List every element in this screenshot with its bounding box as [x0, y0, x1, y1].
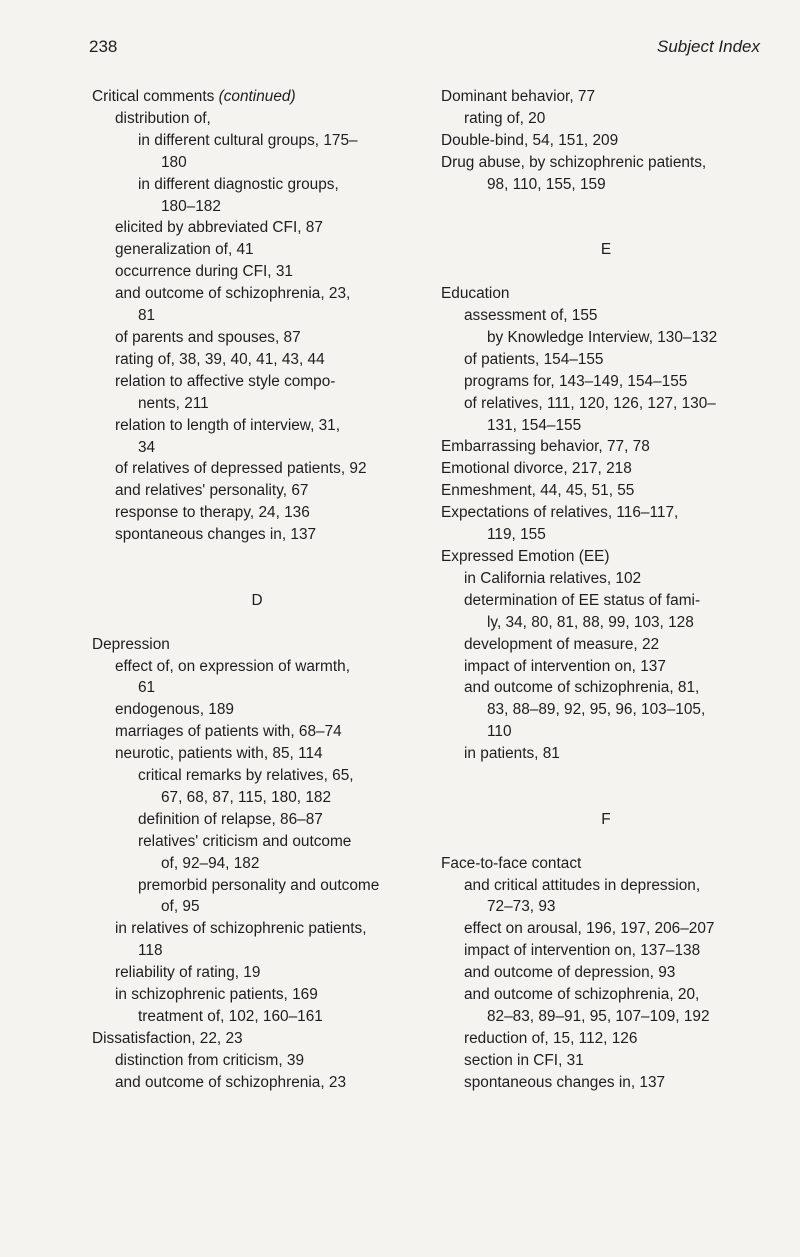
index-subentry — [441, 896, 771, 918]
index-subentry — [92, 1006, 422, 1028]
index-subentry — [92, 174, 422, 196]
index-subentry — [441, 1050, 771, 1072]
entry-text: of parents and spouses, 87 — [115, 328, 301, 346]
entry-text: distribution of, — [115, 109, 211, 127]
index-heading — [441, 458, 771, 480]
entry-text: development of measure, 22 — [464, 635, 660, 653]
index-subentry — [92, 896, 422, 918]
spacer — [92, 546, 422, 568]
index-subentry — [92, 677, 422, 699]
entry-text: Dissatisfaction, 22, 23 — [92, 1029, 243, 1047]
index-heading — [441, 86, 771, 108]
index-subentry — [441, 1072, 771, 1094]
index-subentry — [441, 875, 771, 897]
entry-text: and outcome of schizophrenia, 81, — [464, 679, 700, 697]
index-subentry — [441, 590, 771, 612]
index-heading — [92, 86, 422, 108]
index-subentry — [92, 962, 422, 984]
index-subentry — [92, 875, 422, 897]
entry-text: effect on arousal, 196, 197, 206–207 — [464, 920, 715, 938]
index-subentry — [92, 502, 422, 524]
entry-text: relation to length of interview, 31, — [115, 416, 341, 434]
entry-text: and outcome of depression, 93 — [464, 964, 676, 982]
entry-text: 180 — [161, 153, 187, 171]
index-subentry — [92, 831, 422, 853]
index-subentry — [92, 393, 422, 415]
index-heading — [441, 130, 771, 152]
index-subentry — [92, 480, 422, 502]
entry-text: determination of EE status of fami- — [464, 591, 701, 609]
section-letter: F — [601, 810, 611, 828]
spacer — [441, 787, 771, 809]
index-subentry — [92, 261, 422, 283]
index-subentry — [441, 371, 771, 393]
entry-text: nents, 211 — [138, 394, 209, 412]
entry-text: generalization of, 41 — [115, 241, 254, 259]
spacer — [441, 261, 771, 283]
index-subentry — [441, 524, 771, 546]
entry-text: response to therapy, 24, 136 — [115, 504, 310, 522]
entry-text: 34 — [138, 438, 156, 456]
index-subentry — [92, 853, 422, 875]
index-subentry — [92, 743, 422, 765]
index-subentry — [92, 283, 422, 305]
entry-text: 82–83, 89–91, 95, 107–109, 192 — [487, 1007, 710, 1025]
entry-text: relation to affective style compo- — [115, 372, 336, 390]
entry-text: assessment of, 155 — [464, 307, 598, 325]
entry-text: in patients, 81 — [464, 745, 560, 763]
entry-text: 118 — [138, 942, 163, 960]
entry-text: 72–73, 93 — [487, 898, 556, 916]
index-subentry — [92, 656, 422, 678]
index-subentry — [92, 239, 422, 261]
index-subentry — [92, 437, 422, 459]
index-subentry — [441, 393, 771, 415]
entry-text: impact of intervention on, 137–138 — [464, 942, 701, 960]
entry-text: and critical attitudes in depression, — [464, 876, 701, 894]
entry-text: reduction of, 15, 112, 126 — [464, 1029, 638, 1047]
index-subentry — [441, 984, 771, 1006]
index-subentry — [441, 656, 771, 678]
spacer — [441, 217, 771, 239]
index-subentry — [92, 984, 422, 1006]
index-subentry — [441, 349, 771, 371]
spacer — [441, 765, 771, 787]
running-title: Subject Index — [656, 37, 760, 56]
index-subentry — [92, 1072, 422, 1094]
index-subentry — [441, 1006, 771, 1028]
entry-text: Embarrassing behavior, 77, 78 — [441, 438, 650, 456]
entry-text: in different diagnostic groups, — [138, 175, 339, 193]
entry-text: of, 95 — [161, 898, 200, 916]
entry-text: 83, 88–89, 92, 95, 96, 103–105, — [487, 701, 706, 719]
index-subentry — [441, 918, 771, 940]
entry-text: distinction from criticism, 39 — [115, 1051, 305, 1069]
entry-text: marriages of patients with, 68–74 — [115, 723, 342, 741]
entry-text: of, 92–94, 182 — [161, 854, 260, 872]
spacer — [441, 196, 771, 218]
index-heading — [441, 436, 771, 458]
index-subentry — [92, 371, 422, 393]
page-header — [89, 36, 760, 58]
index-subentry — [92, 940, 422, 962]
index-subentry — [92, 327, 422, 349]
index-subentry — [441, 940, 771, 962]
entry-text: section in CFI, 31 — [464, 1051, 584, 1069]
index-subentry — [92, 699, 422, 721]
spacer — [441, 831, 771, 853]
index-subentry — [441, 108, 771, 130]
entry-text: treatment of, 102, 160–161 — [138, 1008, 323, 1026]
index-subentry — [441, 721, 771, 743]
entry-text: 61 — [138, 679, 156, 697]
index-subentry — [441, 962, 771, 984]
entry-text: relatives' criticism and outcome — [138, 832, 352, 850]
entry-text: Expressed Emotion (EE) — [441, 547, 610, 565]
entry-text: Depression — [92, 635, 170, 653]
entry-text: Drug abuse, by schizophrenic patients, — [441, 153, 707, 171]
index-subentry — [92, 524, 422, 546]
entry-text: Double-bind, 54, 151, 209 — [441, 131, 619, 149]
entry-text: of patients, 154–155 — [464, 350, 604, 368]
entry-text: of relatives, 111, 120, 126, 127, 130– — [464, 394, 716, 412]
index-heading — [441, 853, 771, 875]
page-number: 238 — [89, 37, 118, 56]
index-subentry — [92, 217, 422, 239]
entry-text: and relatives' personality, 67 — [115, 482, 309, 500]
entry-text: occurrence during CFI, 31 — [115, 263, 293, 281]
entry-text: 131, 154–155 — [487, 416, 582, 434]
entry-text: and outcome of schizophrenia, 20, — [464, 986, 700, 1004]
entry-text: Emotional divorce, 217, 218 — [441, 460, 632, 478]
index-heading — [441, 546, 771, 568]
index-subentry — [92, 349, 422, 371]
entry-text: ly, 34, 80, 81, 88, 99, 103, 128 — [487, 613, 694, 631]
entry-text: programs for, 143–149, 154–155 — [464, 372, 688, 390]
entry-text: 67, 68, 87, 115, 180, 182 — [161, 788, 332, 806]
entry-text: in California relatives, 102 — [464, 569, 642, 587]
index-column-right — [441, 86, 771, 1094]
entry-text: Dominant behavior, 77 — [441, 88, 596, 105]
index-heading — [92, 634, 422, 656]
index-subentry — [441, 612, 771, 634]
index-subentry — [92, 305, 422, 327]
entry-text: rating of, 20 — [464, 109, 546, 127]
index-subentry — [441, 699, 771, 721]
index-heading — [441, 480, 771, 502]
entry-text: in relatives of schizophrenic patients, — [115, 920, 367, 938]
entry-text: Enmeshment, 44, 45, 51, 55 — [441, 482, 635, 500]
entry-text: 110 — [487, 723, 512, 741]
index-heading — [441, 152, 771, 174]
entry-text: and outcome of schizophrenia, 23, — [115, 285, 351, 303]
index-subentry — [441, 305, 771, 327]
index-subentry — [92, 415, 422, 437]
index-subentry — [92, 787, 422, 809]
entry-text: and outcome of schizophrenia, 23 — [115, 1073, 347, 1091]
entry-text: neurotic, patients with, 85, 114 — [115, 745, 323, 763]
index-subentry — [441, 327, 771, 349]
continued-note: (continued) — [218, 88, 296, 105]
index-heading — [441, 502, 771, 524]
index-subentry — [92, 130, 422, 152]
index-subentry — [92, 458, 422, 480]
index-subentry — [441, 677, 771, 699]
entry-text: 119, 155 — [487, 526, 546, 544]
entry-text: spontaneous changes in, 137 — [115, 526, 317, 544]
index-subentry — [92, 196, 422, 218]
entry-text: Expectations of relatives, 116–117, — [441, 504, 679, 522]
index-subentry — [441, 568, 771, 590]
entry-text: Critical comments — [92, 88, 219, 105]
entry-text: spontaneous changes in, 137 — [464, 1073, 666, 1091]
entry-text: 81 — [138, 307, 156, 325]
entry-text: premorbid personality and outcome — [138, 876, 380, 894]
entry-text: by Knowledge Interview, 130–132 — [487, 328, 718, 346]
index-subentry — [92, 765, 422, 787]
entry-text: definition of relapse, 86–87 — [138, 810, 323, 828]
index-subentry — [441, 1028, 771, 1050]
spacer — [92, 612, 422, 634]
index-heading — [441, 283, 771, 305]
entry-text: 180–182 — [161, 197, 221, 215]
entry-text: reliability of rating, 19 — [115, 964, 261, 982]
entry-text: effect of, on expression of warmth, — [115, 657, 350, 675]
index-subentry — [92, 809, 422, 831]
index-column-left — [92, 86, 422, 1094]
entry-text: rating of, 38, 39, 40, 41, 43, 44 — [115, 350, 325, 368]
index-subentry — [92, 918, 422, 940]
entry-text: 98, 110, 155, 159 — [487, 175, 606, 193]
entry-text: elicited by abbreviated CFI, 87 — [115, 219, 323, 237]
entry-text: critical remarks by relatives, 65, — [138, 767, 354, 785]
index-subentry — [92, 108, 422, 130]
entry-text: endogenous, 189 — [115, 701, 234, 719]
index-subentry — [441, 415, 771, 437]
index-subentry — [92, 1050, 422, 1072]
section-letter: E — [600, 241, 612, 259]
index-subentry — [92, 721, 422, 743]
entry-text: in different cultural groups, 175– — [138, 131, 358, 149]
index-subentry — [441, 174, 771, 196]
index-subentry — [441, 743, 771, 765]
entry-text: Education — [441, 285, 510, 303]
entry-text: impact of intervention on, 137 — [464, 657, 666, 675]
entry-text: of relatives of depressed patients, 92 — [115, 460, 367, 478]
index-subentry — [441, 634, 771, 656]
index-subentry — [92, 152, 422, 174]
index-heading — [92, 1028, 422, 1050]
entry-text: in schizophrenic patients, 169 — [115, 986, 318, 1004]
spacer — [92, 568, 422, 590]
section-letter: D — [251, 591, 263, 609]
entry-text: Face-to-face contact — [441, 854, 582, 872]
